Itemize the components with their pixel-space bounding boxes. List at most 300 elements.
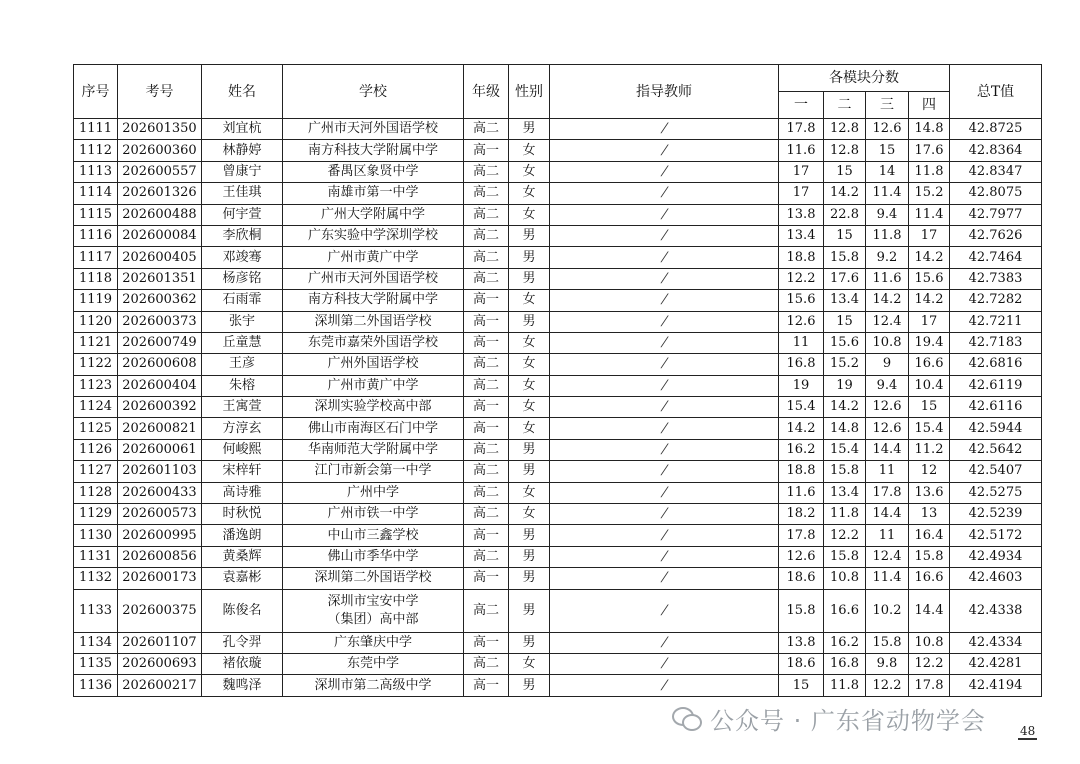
table-row [74,375,1042,396]
cell-school: 南雄市第一中学 [283,183,464,204]
cell-module-1: 18.2 [779,504,824,525]
table-row [74,568,1042,589]
cell-seq: 1114 [74,183,118,204]
teacher-value: / [659,634,670,650]
cell-seq: 1121 [74,332,118,353]
table-row [74,119,1042,140]
cell-school: 南方科技大学附属中学 [283,290,464,311]
cell-exam-no: 202600433 [118,482,202,503]
cell-grade: 高二 [464,183,509,204]
cell-seq: 1126 [74,439,118,460]
cell-exam-no: 202600084 [118,225,202,246]
cell-school: 华南师范大学附属中学 [283,439,464,460]
cell-module-2: 15 [824,311,866,332]
header-module-3: 三 [866,92,909,119]
header-teacher: 指导教师 [550,65,779,119]
cell-module-3: 10.2 [866,589,909,632]
cell-total: 42.8347 [950,161,1042,182]
cell-exam-no: 202600404 [118,375,202,396]
table-body [74,119,1042,697]
cell-total: 42.8075 [950,183,1042,204]
cell-total: 42.7977 [950,204,1042,225]
watermark-text: 公众号 · 广东省动物学会 [710,706,986,735]
cell-module-3: 14.4 [866,439,909,460]
table-row [74,268,1042,289]
cell-teacher [550,161,779,182]
cell-school: 番禺区象贤中学 [283,161,464,182]
cell-module-1: 15 [779,675,824,696]
cell-teacher [550,140,779,161]
table-row [74,311,1042,332]
cell-grade: 高一 [464,418,509,439]
teacher-value: / [659,121,670,137]
teacher-value: / [659,442,670,458]
cell-grade: 高一 [464,311,509,332]
cell-module-3: 11 [866,525,909,546]
cell-teacher [550,461,779,482]
cell-seq: 1118 [74,268,118,289]
cell-school: 广州中学 [283,482,464,503]
cell-module-1: 13.8 [779,204,824,225]
cell-total: 42.5239 [950,504,1042,525]
cell-name: 曾康宁 [202,161,283,182]
cell-module-2: 15 [824,225,866,246]
header-module-2: 二 [824,92,866,119]
cell-module-1: 11 [779,332,824,353]
cell-gender: 女 [509,504,550,525]
cell-gender: 男 [509,632,550,653]
header-school: 学校 [283,65,464,119]
cell-teacher [550,183,779,204]
cell-name: 魏鸣泽 [202,675,283,696]
table-row [74,332,1042,353]
cell-exam-no: 202601107 [118,632,202,653]
teacher-value: / [659,313,670,329]
cell-module-4: 13.6 [909,482,950,503]
header-seq: 序号 [74,65,118,119]
cell-name: 王彦 [202,354,283,375]
table-row [74,161,1042,182]
cell-module-1: 15.8 [779,589,824,632]
table-row [74,461,1042,482]
cell-module-2: 11.8 [824,675,866,696]
cell-gender: 女 [509,397,550,418]
cell-gender: 女 [509,204,550,225]
cell-teacher [550,268,779,289]
cell-module-3: 12.6 [866,418,909,439]
cell-teacher [550,632,779,653]
cell-module-4: 16.4 [909,525,950,546]
cell-school: 江门市新会第一中学 [283,461,464,482]
cell-module-3: 14 [866,161,909,182]
table-row [74,525,1042,546]
cell-total: 42.6116 [950,397,1042,418]
cell-total: 42.6816 [950,354,1042,375]
cell-name: 何峻熙 [202,439,283,460]
cell-seq: 1124 [74,397,118,418]
cell-total: 42.5642 [950,439,1042,460]
cell-module-3: 9 [866,354,909,375]
cell-module-1: 15.4 [779,397,824,418]
cell-grade: 高一 [464,290,509,311]
teacher-value: / [659,292,670,308]
cell-name: 林静婷 [202,140,283,161]
cell-exam-no: 202600360 [118,140,202,161]
cell-module-1: 12.2 [779,268,824,289]
cell-seq: 1129 [74,504,118,525]
cell-module-1: 15.6 [779,290,824,311]
cell-school: 广州大学附属中学 [283,204,464,225]
cell-module-3: 11.4 [866,568,909,589]
cell-gender: 女 [509,482,550,503]
cell-seq: 1115 [74,204,118,225]
cell-teacher [550,204,779,225]
teacher-value: / [659,356,670,372]
cell-gender: 女 [509,418,550,439]
cell-module-4: 11.8 [909,161,950,182]
cell-grade: 高二 [464,504,509,525]
cell-name: 李欣桐 [202,225,283,246]
cell-module-1: 14.2 [779,418,824,439]
cell-school: 深圳实验学校高中部 [283,397,464,418]
cell-gender: 男 [509,589,550,632]
cell-module-1: 18.6 [779,568,824,589]
cell-grade: 高二 [464,354,509,375]
teacher-value: / [659,677,670,693]
cell-name: 杨彦铭 [202,268,283,289]
cell-exam-no: 202600392 [118,397,202,418]
cell-name: 石雨霏 [202,290,283,311]
cell-module-1: 16.8 [779,354,824,375]
cell-module-1: 17 [779,183,824,204]
cell-module-2: 12.8 [824,119,866,140]
cell-total: 42.5407 [950,461,1042,482]
cell-grade: 高二 [464,461,509,482]
cell-module-2: 14.2 [824,183,866,204]
cell-seq: 1131 [74,546,118,567]
cell-teacher [550,482,779,503]
teacher-value: / [659,335,670,351]
cell-total: 42.7464 [950,247,1042,268]
cell-module-3: 9.4 [866,375,909,396]
cell-total: 42.8725 [950,119,1042,140]
cell-module-2: 11.8 [824,504,866,525]
cell-exam-no: 202600405 [118,247,202,268]
cell-teacher [550,675,779,696]
cell-module-1: 18.8 [779,461,824,482]
cell-module-4: 14.2 [909,290,950,311]
cell-module-4: 16.6 [909,568,950,589]
teacher-value: / [659,185,670,201]
cell-module-2: 10.8 [824,568,866,589]
table-row [74,247,1042,268]
cell-seq: 1130 [74,525,118,546]
table-header-row [74,65,1042,92]
cell-module-4: 13 [909,504,950,525]
cell-gender: 男 [509,675,550,696]
teacher-value: / [659,420,670,436]
cell-gender: 男 [509,268,550,289]
cell-total: 42.7183 [950,332,1042,353]
cell-module-4: 12 [909,461,950,482]
table-row [74,354,1042,375]
wechat-icon [672,705,702,731]
cell-name: 刘宜杭 [202,119,283,140]
table-row [74,653,1042,674]
score-table [73,64,1042,697]
cell-name: 邓竣骞 [202,247,283,268]
cell-name: 黄桑辉 [202,546,283,567]
cell-seq: 1111 [74,119,118,140]
cell-name: 何宇萱 [202,204,283,225]
cell-teacher [550,119,779,140]
table-row [74,504,1042,525]
table-row [74,397,1042,418]
cell-grade: 高一 [464,397,509,418]
cell-name: 张宇 [202,311,283,332]
cell-seq: 1123 [74,375,118,396]
cell-grade: 高一 [464,632,509,653]
header-exam-no: 考号 [118,65,202,119]
cell-school: 深圳市第二高级中学 [283,675,464,696]
cell-module-1: 12.6 [779,311,824,332]
cell-school: 广东实验中学深圳学校 [283,225,464,246]
cell-name: 王佳琪 [202,183,283,204]
cell-module-2: 15.4 [824,439,866,460]
cell-grade: 高二 [464,161,509,182]
table-row [74,204,1042,225]
cell-teacher [550,439,779,460]
cell-module-4: 15.2 [909,183,950,204]
cell-grade: 高二 [464,589,509,632]
cell-module-3: 15 [866,140,909,161]
table-row [74,225,1042,246]
table-row [74,140,1042,161]
cell-name: 褚依璇 [202,653,283,674]
cell-module-3: 9.8 [866,653,909,674]
cell-exam-no: 202600362 [118,290,202,311]
cell-teacher [550,225,779,246]
cell-gender: 男 [509,461,550,482]
cell-exam-no: 202600373 [118,311,202,332]
cell-module-2: 15.8 [824,546,866,567]
cell-module-3: 9.4 [866,204,909,225]
cell-module-2: 14.8 [824,418,866,439]
cell-name: 方淳玄 [202,418,283,439]
cell-module-2: 15.8 [824,247,866,268]
cell-seq: 1128 [74,482,118,503]
cell-total: 42.7282 [950,290,1042,311]
cell-gender: 男 [509,311,550,332]
cell-school: 佛山市南海区石门中学 [283,418,464,439]
cell-total: 42.7211 [950,311,1042,332]
cell-exam-no: 202600821 [118,418,202,439]
cell-seq: 1122 [74,354,118,375]
cell-module-1: 13.8 [779,632,824,653]
cell-name: 朱榕 [202,375,283,396]
cell-module-1: 17 [779,161,824,182]
teacher-value: / [659,656,670,672]
cell-teacher [550,354,779,375]
cell-seq: 1132 [74,568,118,589]
cell-module-2: 15.6 [824,332,866,353]
cell-exam-no: 202600856 [118,546,202,567]
cell-school: 广东肇庆中学 [283,632,464,653]
teacher-value: / [659,463,670,479]
cell-module-3: 14.2 [866,290,909,311]
cell-module-4: 17 [909,225,950,246]
cell-name: 时秋悦 [202,504,283,525]
watermark [672,702,986,734]
cell-school: 广州市铁一中学 [283,504,464,525]
cell-module-3: 14.4 [866,504,909,525]
cell-school: 广州市黄广中学 [283,375,464,396]
cell-name: 丘童慧 [202,332,283,353]
cell-module-3: 11.4 [866,183,909,204]
cell-teacher [550,525,779,546]
cell-module-3: 12.6 [866,119,909,140]
cell-total: 42.5275 [950,482,1042,503]
cell-module-2: 15 [824,161,866,182]
cell-module-4: 11.4 [909,204,950,225]
cell-school: 深圳市宝安中学 （集团）高中部 [283,589,464,632]
cell-module-1: 11.6 [779,482,824,503]
cell-total: 42.5172 [950,525,1042,546]
table-row [74,183,1042,204]
header-modules: 各模块分数 [779,65,950,92]
cell-module-3: 11.8 [866,225,909,246]
cell-module-3: 12.4 [866,546,909,567]
cell-module-2: 19 [824,375,866,396]
cell-gender: 男 [509,546,550,567]
cell-seq: 1134 [74,632,118,653]
cell-gender: 女 [509,161,550,182]
cell-gender: 男 [509,439,550,460]
cell-module-4: 12.2 [909,653,950,674]
cell-module-1: 19 [779,375,824,396]
cell-exam-no: 202600573 [118,504,202,525]
teacher-value: / [659,270,670,286]
table-row [74,418,1042,439]
cell-module-4: 15.4 [909,418,950,439]
cell-module-2: 13.4 [824,290,866,311]
cell-teacher [550,290,779,311]
header-total: 总T值 [950,65,1042,119]
cell-school: 东莞中学 [283,653,464,674]
table-row [74,546,1042,567]
cell-module-4: 17.8 [909,675,950,696]
cell-seq: 1120 [74,311,118,332]
cell-grade: 高一 [464,568,509,589]
cell-gender: 女 [509,183,550,204]
cell-total: 42.7626 [950,225,1042,246]
teacher-value: / [659,163,670,179]
table-row [74,589,1042,632]
cell-exam-no: 202600173 [118,568,202,589]
cell-school: 深圳第二外国语学校 [283,311,464,332]
cell-gender: 女 [509,653,550,674]
cell-teacher [550,311,779,332]
cell-gender: 女 [509,290,550,311]
cell-teacher [550,397,779,418]
cell-gender: 男 [509,568,550,589]
cell-seq: 1133 [74,589,118,632]
cell-total: 42.8364 [950,140,1042,161]
cell-total: 42.4281 [950,653,1042,674]
cell-school: 佛山市季华中学 [283,546,464,567]
cell-grade: 高二 [464,482,509,503]
cell-seq: 1113 [74,161,118,182]
cell-module-1: 12.6 [779,546,824,567]
cell-name: 潘逸朗 [202,525,283,546]
cell-total: 42.4934 [950,546,1042,567]
cell-grade: 高二 [464,204,509,225]
page-number: 48 [1020,724,1036,738]
cell-module-3: 12.4 [866,311,909,332]
cell-module-2: 16.2 [824,632,866,653]
cell-module-3: 12.2 [866,675,909,696]
cell-exam-no: 202600995 [118,525,202,546]
cell-module-3: 9.2 [866,247,909,268]
table-row [74,290,1042,311]
teacher-value: / [659,206,670,222]
cell-grade: 高二 [464,439,509,460]
cell-module-3: 12.6 [866,397,909,418]
table-row [74,675,1042,696]
cell-module-4: 10.4 [909,375,950,396]
cell-module-2: 13.4 [824,482,866,503]
cell-grade: 高二 [464,225,509,246]
cell-module-2: 14.2 [824,397,866,418]
cell-total: 42.4338 [950,589,1042,632]
cell-exam-no: 202601350 [118,119,202,140]
cell-module-4: 15.8 [909,546,950,567]
cell-name: 袁嘉彬 [202,568,283,589]
teacher-value: / [659,399,670,415]
cell-exam-no: 202600693 [118,653,202,674]
cell-name: 高诗雅 [202,482,283,503]
cell-school: 东莞市嘉荣外国语学校 [283,332,464,353]
cell-exam-no: 202600217 [118,675,202,696]
teacher-value: / [659,484,670,500]
cell-name: 孔令羿 [202,632,283,653]
cell-school: 南方科技大学附属中学 [283,140,464,161]
cell-exam-no: 202600557 [118,161,202,182]
cell-exam-no: 202600749 [118,332,202,353]
header-grade: 年级 [464,65,509,119]
cell-school: 广州市黄广中学 [283,247,464,268]
cell-seq: 1116 [74,225,118,246]
teacher-value: / [659,228,670,244]
cell-teacher [550,504,779,525]
cell-exam-no: 202600375 [118,589,202,632]
cell-teacher [550,418,779,439]
cell-module-2: 17.6 [824,268,866,289]
cell-module-1: 13.4 [779,225,824,246]
cell-grade: 高二 [464,268,509,289]
table-row [74,632,1042,653]
cell-school: 广州市天河外国语学校 [283,119,464,140]
teacher-value: / [659,527,670,543]
cell-module-1: 11.6 [779,140,824,161]
cell-exam-no: 202601103 [118,461,202,482]
cell-module-3: 10.8 [866,332,909,353]
cell-module-4: 19.4 [909,332,950,353]
cell-teacher [550,247,779,268]
cell-grade: 高一 [464,675,509,696]
cell-exam-no: 202601351 [118,268,202,289]
cell-module-4: 15 [909,397,950,418]
